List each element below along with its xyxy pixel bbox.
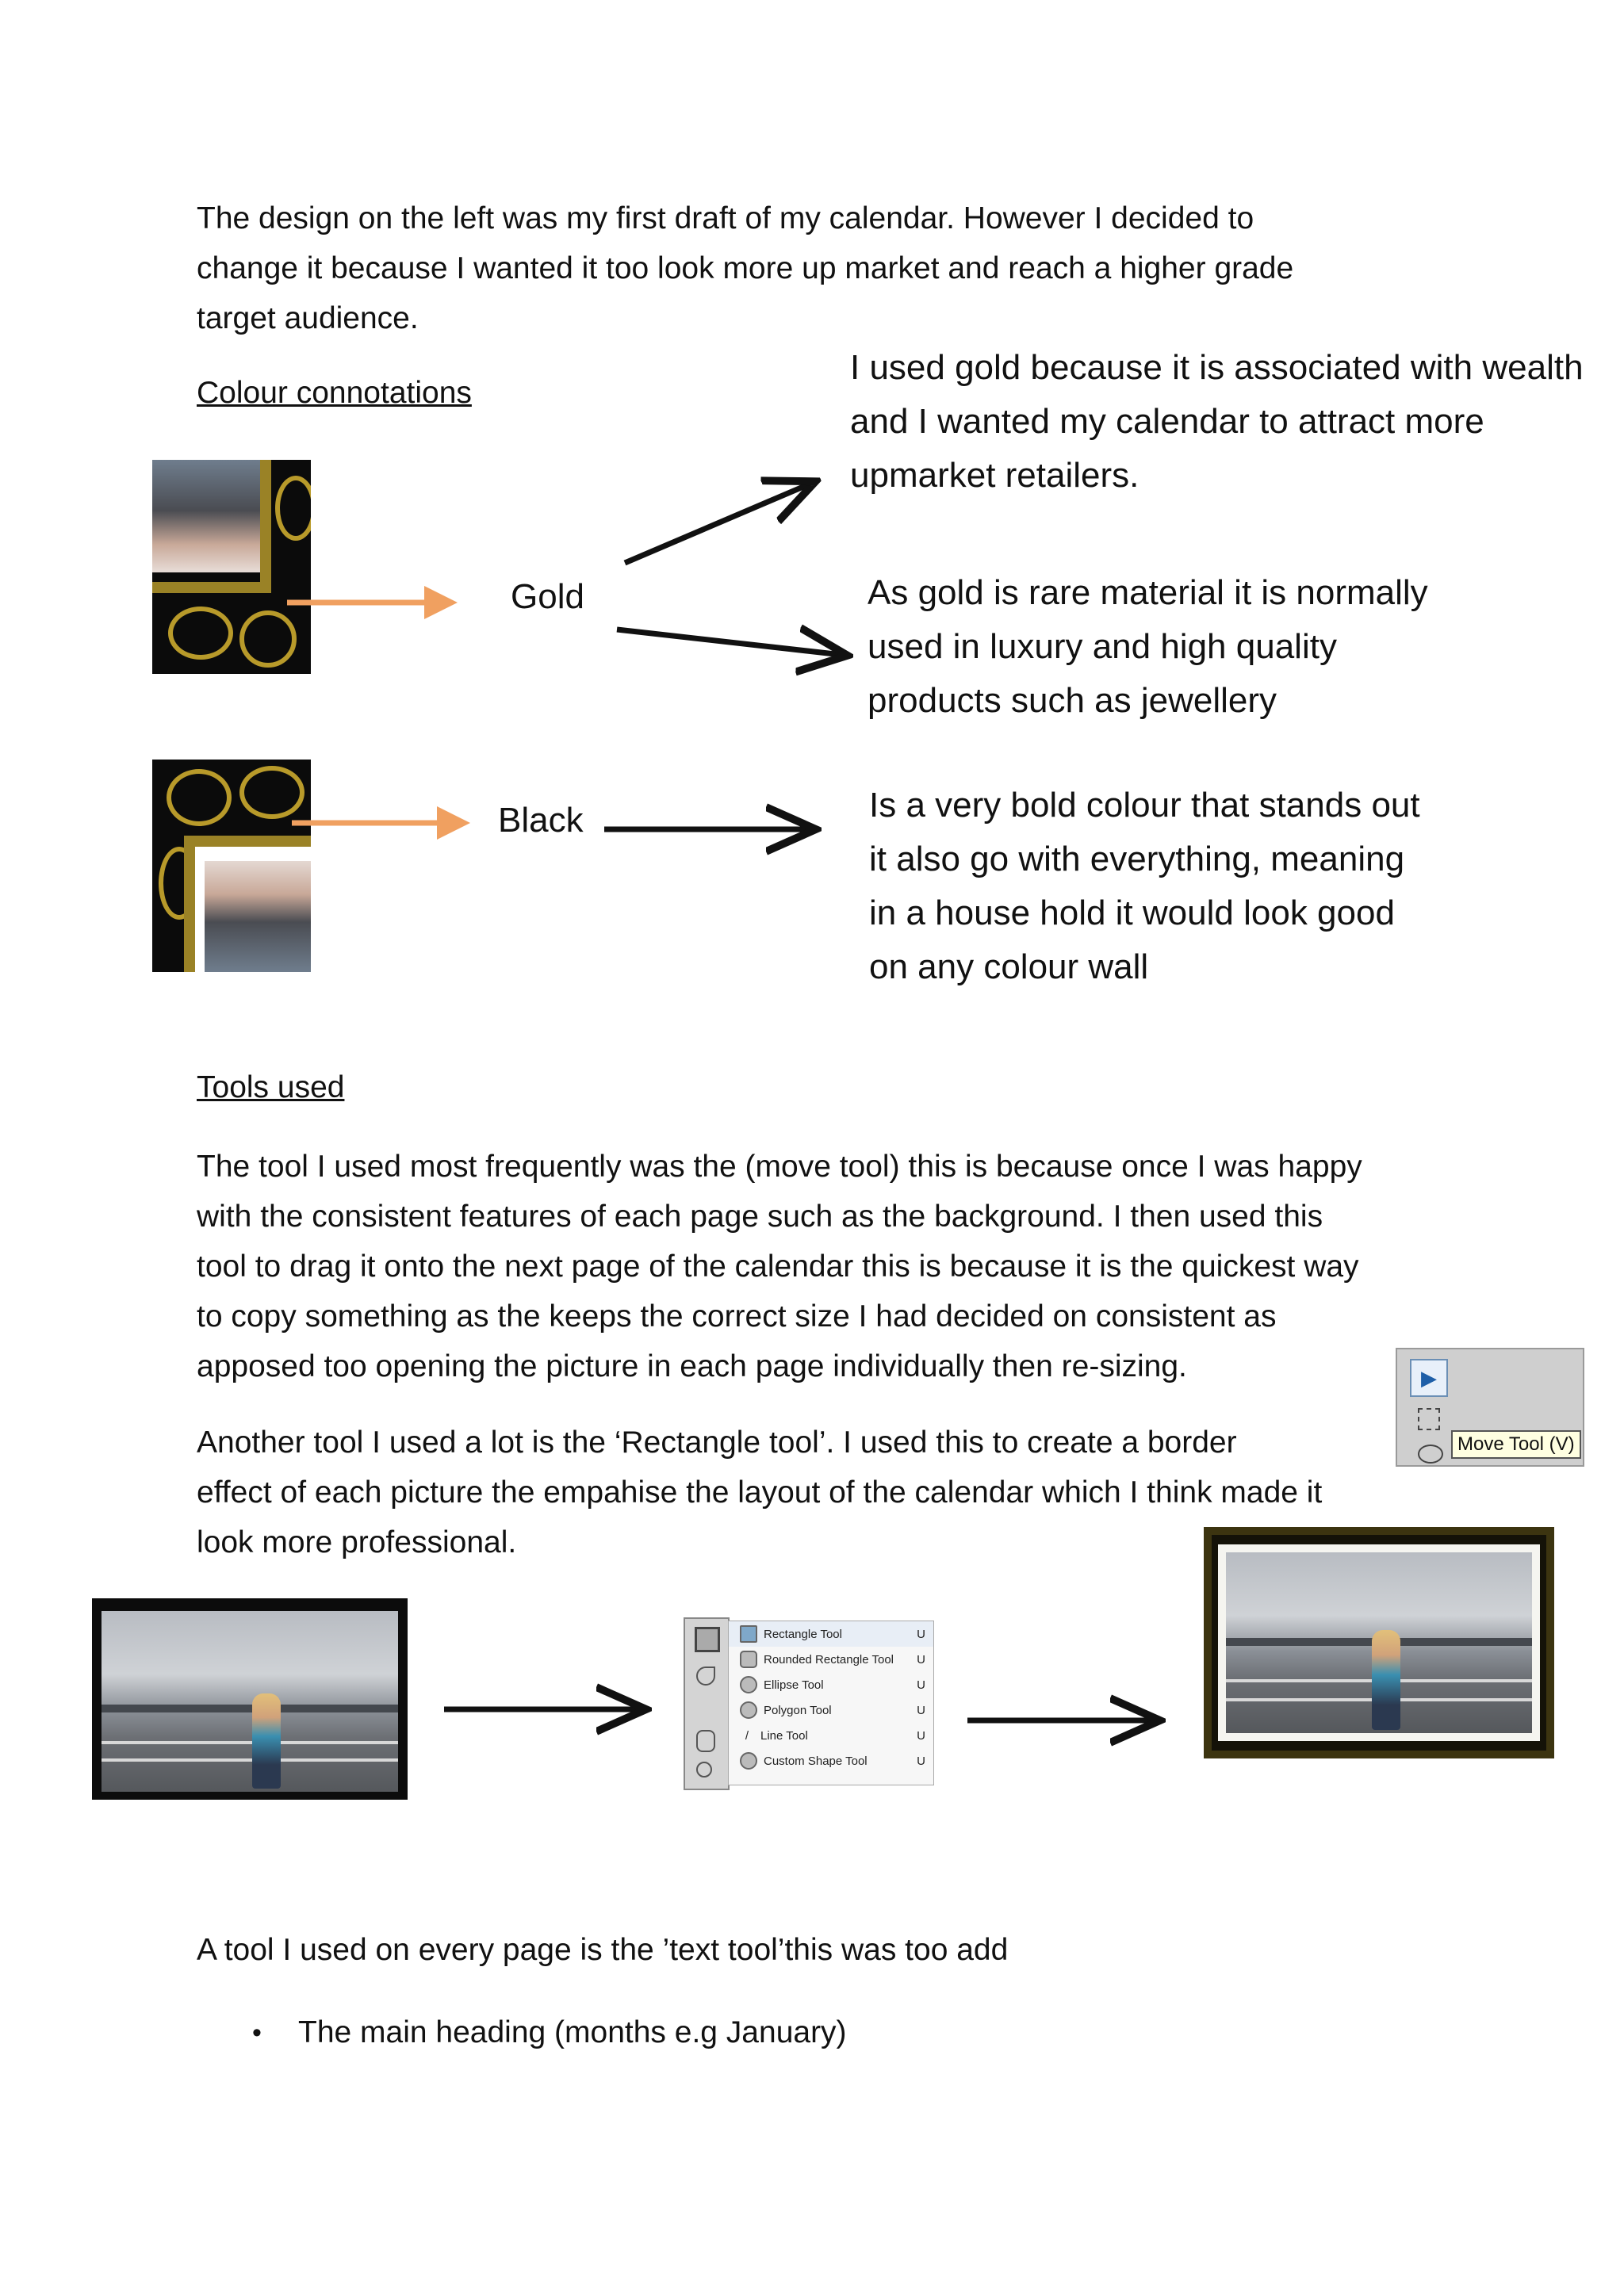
black-line: in a house hold it would look good	[869, 894, 1395, 932]
black-line: Is a very bold colour that stands out	[869, 786, 1420, 825]
custom-shape-icon	[740, 1752, 757, 1770]
arrow-gold-to-rare	[617, 629, 842, 655]
text-tool-paragraph: A tool I used on every page is the ’text tool’this was too add	[197, 1933, 1009, 1967]
move-tool-icon: ▶	[1410, 1359, 1448, 1397]
pen-icon	[696, 1667, 715, 1686]
rectangle-tool-line: Another tool I used a lot is the ‘Rectangle tool’. I used this to create a border	[197, 1425, 1237, 1460]
black-line: on any colour wall	[869, 947, 1149, 986]
black-line: it also go with everything, meaning	[869, 840, 1405, 878]
menu-item-polygon-tool[interactable]: Polygon Tool U	[729, 1697, 933, 1723]
move-tool-tooltip: Move Tool (V)	[1451, 1430, 1581, 1459]
menu-item-line-tool[interactable]: / Line Tool U	[729, 1723, 933, 1748]
gold-swirl	[275, 476, 311, 541]
shape-tool-menu	[728, 1621, 934, 1785]
rounded-rectangle-icon	[740, 1651, 757, 1668]
rectangle-tool-icon	[695, 1627, 720, 1652]
gold-swirl	[239, 610, 297, 668]
rectangle-shape-icon	[740, 1625, 757, 1643]
swatch-photo	[152, 460, 260, 572]
photo-before	[92, 1598, 408, 1800]
photo-after	[1204, 1527, 1554, 1758]
zoom-icon	[696, 1762, 712, 1777]
tools-used-heading: Tools used	[197, 1070, 345, 1104]
rectangle-tool-line: look more professional.	[197, 1525, 517, 1559]
move-tool-line: The tool I used most frequently was the (move tool) this is because once I was happy	[197, 1150, 1362, 1184]
gold-border-band	[152, 582, 271, 593]
intro-line: The design on the left was my first draft of my calendar. However I decided to	[197, 201, 1254, 235]
gold-swirl	[239, 766, 304, 819]
colour-connotations-heading: Colour connotations	[197, 376, 472, 410]
photo-scene	[102, 1611, 398, 1792]
move-tool-line: with the consistent features of each page such as the background. I then used this	[197, 1200, 1323, 1234]
gold-wealth-line: I used gold because it is associated with wealth	[850, 348, 1584, 387]
intro-line: change it because I wanted it too look more up market and reach a higher grade	[197, 251, 1294, 285]
gold-swirl	[168, 607, 233, 660]
person-figure	[252, 1693, 281, 1789]
line-icon: /	[745, 1728, 749, 1743]
gold-label: Gold	[511, 577, 584, 616]
photo-scene	[1226, 1552, 1532, 1733]
black-swatch	[152, 760, 311, 972]
menu-item-custom-shape-tool[interactable]: Custom Shape Tool U	[729, 1748, 933, 1774]
gold-rare-line: As gold is rare material it is normally	[868, 573, 1428, 612]
move-tool-paragraph	[197, 1142, 1465, 1391]
move-tool-line: apposed too opening the picture in each page individually then re-sizing.	[197, 1349, 1187, 1383]
menu-item-ellipse-tool[interactable]: Ellipse Tool U	[729, 1672, 933, 1697]
gold-rare-text	[868, 566, 1581, 728]
black-description	[869, 779, 1583, 994]
move-tool-line: tool to drag it onto the next page of the calendar this is because it is the quickest way	[197, 1249, 1359, 1284]
polygon-icon	[740, 1701, 757, 1719]
gold-swirl	[167, 769, 232, 826]
gold-wealth-line: and I wanted my calendar to attract more	[850, 402, 1484, 441]
black-label: Black	[498, 801, 584, 840]
person-figure	[1372, 1630, 1400, 1730]
intro-paragraph	[197, 193, 1465, 343]
arrow-gold-to-wealth	[625, 484, 810, 563]
gold-rare-line: used in luxury and high quality	[868, 627, 1337, 666]
move-tool-line: to copy something as the keeps the correct size I had decided on consistent as	[197, 1299, 1277, 1334]
gold-border-band	[184, 836, 195, 972]
swatch-photo	[205, 861, 311, 972]
gold-border-band	[184, 836, 311, 847]
list-item: • The main heading (months e.g January)	[201, 2009, 847, 2057]
gold-border-band	[260, 460, 271, 593]
hand-icon	[696, 1730, 715, 1752]
menu-item-rounded-rectangle-tool[interactable]: Rounded Rectangle Tool U	[729, 1647, 933, 1672]
gold-wealth-text	[850, 341, 1611, 503]
intro-line: target audience.	[197, 301, 419, 335]
text-tool-bullet-list	[201, 2009, 847, 2057]
gold-swatch	[152, 460, 311, 674]
tool-strip	[684, 1617, 730, 1790]
menu-item-rectangle-tool[interactable]: Rectangle Tool U	[729, 1621, 933, 1647]
gold-wealth-line: upmarket retailers.	[850, 456, 1139, 495]
rectangle-tool-line: effect of each picture the empahise the layout of the calendar which I think made it	[197, 1475, 1323, 1510]
gold-rare-line: products such as jewellery	[868, 681, 1277, 720]
ellipse-icon	[740, 1676, 757, 1693]
